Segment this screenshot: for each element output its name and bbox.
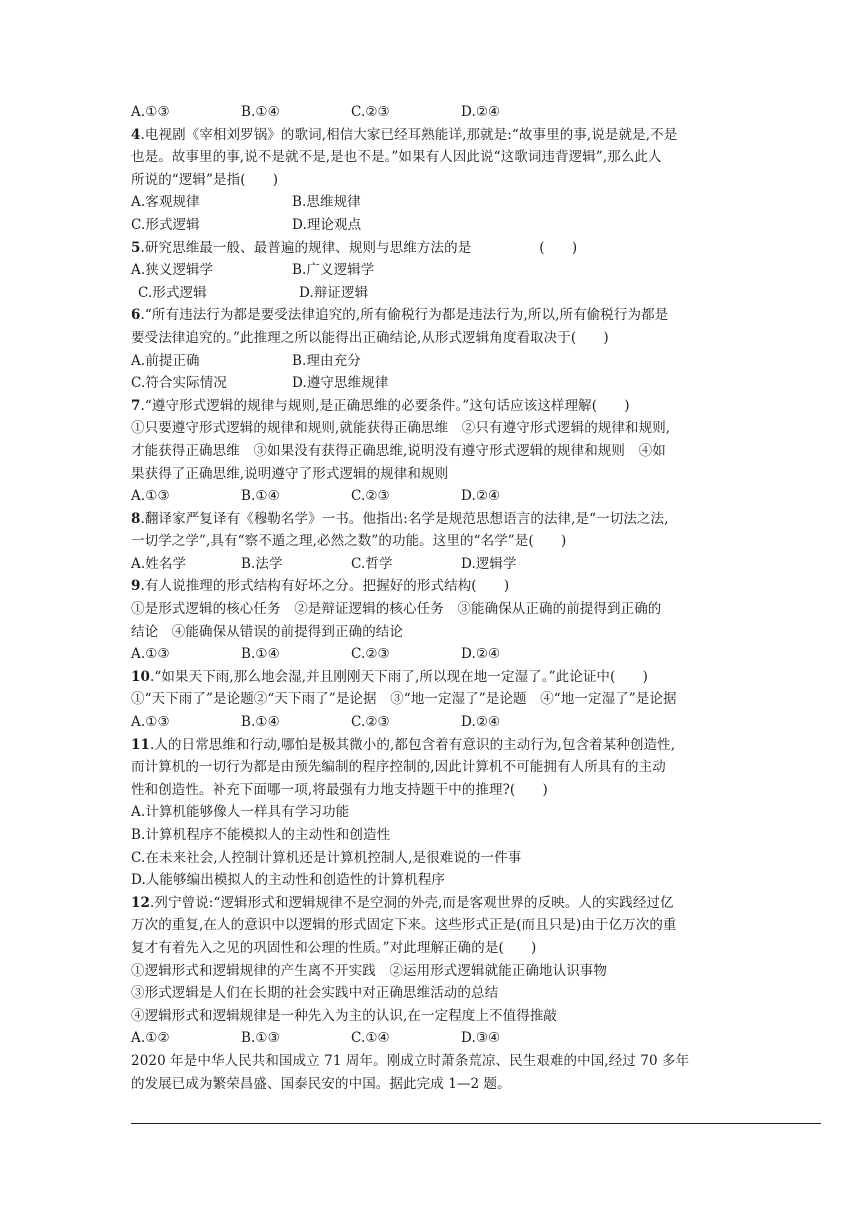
option-c: C.②③: [351, 646, 390, 663]
option-d: D.辩证逻辑: [299, 284, 369, 301]
question-4: [131, 124, 731, 237]
options-row: [131, 711, 731, 734]
paragraph-line: 的发展已成为繁荣昌盛、国泰民安的中国。据此完成 1—2 题。: [131, 1075, 511, 1092]
question-stem-line: 10.“如果天下雨,那么地会湿,并且刚刚天下雨了,所以现在地一定湿了。”此论证中( ): [131, 668, 648, 685]
statement-line: ④逻辑形式和逻辑规律是一种先入为主的认识,在一定程度上不值得推敲: [131, 1007, 557, 1024]
statement-line: 才能获得正确思维 ③如果没有获得正确思维,说明没有遵守形式逻辑的规律和规则 ④如: [131, 442, 666, 459]
options-row: [131, 372, 731, 395]
top-options: [131, 101, 731, 124]
question-stem-line: 要受法律追究的。”此推理之所以能得出正确结论,从形式逻辑角度看取决于( ): [131, 329, 609, 346]
paragraph-line: 2020 年是中华人民共和国成立 71 周年。刚成立时萧条荒凉、民生艰难的中国,经过 70 多年: [131, 1052, 690, 1069]
statement-line: ①逻辑形式和逻辑规律的产生离不开实践 ②运用形式逻辑就能正确地认识事物: [131, 962, 607, 979]
question-stem-line: 5.研究思维最一般、最普遍的规律、规则与思维方法的是 ( ): [131, 239, 578, 256]
option-c: C.符合实际情况: [131, 375, 227, 392]
option-a: A.狭义逻辑学: [131, 262, 214, 279]
question-stem-line: 而计算机的一切行为都是由预先编制的程序控制的,因此计算机不可能拥有人所具有的主动: [131, 759, 666, 776]
question-number: 10: [131, 668, 150, 685]
options-row: [131, 282, 731, 305]
option-a: A.前提正确: [131, 352, 200, 369]
closing-paragraph: [131, 1050, 731, 1095]
question-8: [131, 508, 731, 576]
question-5: [131, 237, 731, 305]
option-b: B.理由充分: [292, 352, 361, 369]
question-stem-line: 6.“所有违法行为都是要受法律追究的,所有偷税行为都是违法行为,所以,所有偷税行为都是: [131, 307, 669, 324]
statement-line: ①是形式逻辑的核心任务 ②是辩证逻辑的核心任务 ③能确保从正确的前提得到正确的: [131, 601, 662, 618]
question-stem-line: 性和创造性。补充下面哪一项,将最强有力地支持题干中的推理?( ): [131, 781, 548, 798]
options-row: [131, 214, 731, 237]
question-stem-line: 万次的重复,在人的意识中以逻辑的形式固定下来。这些形式正是(而且只是)由于亿万次的重: [131, 917, 677, 934]
option-d: D.②④: [461, 646, 501, 663]
question-11: [131, 734, 731, 892]
options-row: [131, 1027, 731, 1050]
option-d: D.③④: [461, 1030, 501, 1047]
statement-line: ①只要遵守形式逻辑的规律和规则,就能获得正确思维 ②只有遵守形式逻辑的规律和规则,: [131, 420, 671, 437]
option-a: A.①③: [131, 104, 170, 120]
option-d: D.理论观点: [292, 216, 362, 233]
option-b: B.①④: [241, 714, 280, 731]
horizontal-divider: [131, 1123, 821, 1124]
option-a: A.①③: [131, 488, 170, 505]
question-list: [131, 101, 731, 1095]
question-number: 11: [131, 736, 150, 753]
option-c: C.形式逻辑: [138, 284, 207, 301]
option-b: B.①④: [241, 488, 280, 505]
statement-line: 果获得了正确思维,说明遵守了形式逻辑的规律和规则: [131, 465, 449, 482]
options-row: [131, 553, 731, 576]
options-row: [131, 350, 731, 373]
option-b: B.思维规律: [292, 194, 361, 211]
question-number: 4: [131, 126, 141, 143]
options-row: [131, 191, 731, 214]
question-stem-line: 9.有人说推理的形式结构有好坏之分。把握好的形式结构( ): [131, 578, 510, 595]
question-stem-line: 4.电视剧《宰相刘罗锅》的歌词,相信大家已经耳熟能详,那就是:“故事里的事,说是就是,不是: [131, 126, 678, 143]
option-b: B.①③: [241, 1030, 280, 1047]
option-c: C.②③: [351, 104, 390, 120]
option-d: D.②④: [461, 714, 501, 731]
option-c: C.形式逻辑: [131, 216, 200, 233]
option-c: C.在未来社会,人控制计算机还是计算机控制人,是很难说的一件事: [131, 849, 522, 866]
question-stem-line: 8.翻译家严复译有《穆勒名学》一书。他指出:名学是规范思想语言的法律,是“一切法之法,: [131, 510, 669, 527]
options-row: [131, 643, 731, 666]
question-6: [131, 304, 731, 394]
question-stem-line: 复才有着先入之见的巩固性和公理的性质。”对此理解正确的是( ): [131, 939, 537, 956]
option-d: D.②④: [461, 104, 501, 120]
question-stem-line: 也是。故事里的事,说不是就不是,是也不是。”如果有人因此说“这歌词违背逻辑”,那么此人: [131, 149, 662, 166]
question-9: [131, 575, 731, 665]
question-stem-line: 12.列宁曾说:“逻辑形式和逻辑规律不是空洞的外壳,而是客观世界的反映。人的实践经过亿: [131, 894, 674, 911]
option-c: C.哲学: [351, 555, 393, 572]
option-b: B.法学: [241, 555, 283, 572]
option-a: A.姓名学: [131, 555, 187, 572]
question-stem-line: 11.人的日常思维和行动,哪怕是极其微小的,都包含着有意识的主动行为,包含着某种创造性,: [131, 736, 676, 753]
option-c: C.①④: [351, 1030, 390, 1047]
option-d: D.逻辑学: [461, 555, 517, 572]
options-row: [131, 485, 731, 508]
statement-line: ①“天下雨了”是论题②“天下雨了”是论据 ③“地一定湿了”是论题 ④“地一定湿了”是论据: [131, 691, 677, 708]
statement-line: 结论 ④能确保从错误的前提得到正确的结论: [131, 623, 403, 640]
option-b: B.①④: [241, 646, 280, 663]
option-d: D.人能够编出模拟人的主动性和创造性的计算机程序: [131, 872, 446, 889]
option-a: A.①②: [131, 1030, 170, 1047]
option-a: A.计算机能够像人一样具有学习功能: [131, 804, 350, 821]
option-b: B.①④: [241, 104, 280, 120]
option-b: B.计算机程序不能模拟人的主动性和创造性: [131, 827, 391, 843]
question-12: [131, 892, 731, 1050]
question-number: 9: [131, 578, 141, 595]
statement-line: ③形式逻辑是人们在长期的社会实践中对正确思维活动的总结: [131, 985, 499, 1002]
option-b: B.广义逻辑学: [292, 262, 375, 279]
option-c: C.②③: [351, 488, 390, 505]
option-a: A.客观规律: [131, 194, 200, 211]
option-a: A.①③: [131, 646, 170, 663]
question-10: [131, 666, 731, 734]
question-number: 6: [131, 307, 141, 324]
question-stem-line: 7.“遵守形式逻辑的规律与规则,是正确思维的必要条件。”这句话应该这样理解( ): [131, 397, 630, 414]
question-stem-line: 所说的“逻辑”是指( ): [131, 171, 279, 188]
question-number: 5: [131, 239, 141, 256]
option-d: D.遵守思维规律: [292, 375, 389, 392]
option-a: A.①③: [131, 714, 170, 731]
options-row: [131, 259, 731, 282]
option-c: C.②③: [351, 714, 390, 731]
option-d: D.②④: [461, 488, 501, 505]
question-number: 12: [131, 894, 150, 911]
question-number: 7: [131, 397, 141, 414]
question-number: 8: [131, 510, 141, 527]
question-stem-line: 一切学之学”,具有“察不遁之理,必然之数”的功能。这里的“名学”是( ): [131, 533, 567, 550]
question-7: [131, 395, 731, 508]
